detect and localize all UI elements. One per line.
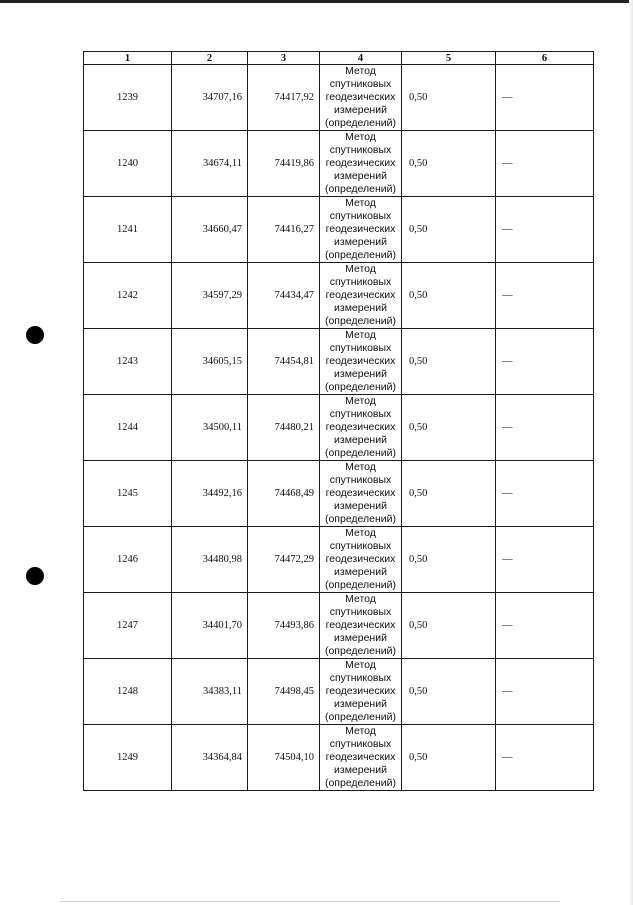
table-row bbox=[84, 527, 594, 593]
coord-x: 34480,98 bbox=[172, 527, 248, 593]
coord-y: 74468,49 bbox=[248, 461, 320, 527]
coord-y: 74504,10 bbox=[248, 725, 320, 791]
table-row bbox=[84, 659, 594, 725]
table-row bbox=[84, 263, 594, 329]
punch-hole-upper bbox=[26, 326, 44, 344]
coordinates-table bbox=[83, 51, 594, 791]
note-cell: — bbox=[496, 329, 594, 395]
coord-x: 34364,84 bbox=[172, 725, 248, 791]
accuracy-cell: 0,50 bbox=[402, 395, 496, 461]
coord-x: 34605,15 bbox=[172, 329, 248, 395]
table-row bbox=[84, 329, 594, 395]
note-cell: — bbox=[496, 593, 594, 659]
coord-x: 34500,11 bbox=[172, 395, 248, 461]
table-row bbox=[84, 395, 594, 461]
header-col-2: 2 bbox=[172, 52, 248, 65]
note-cell: — bbox=[496, 725, 594, 791]
point-number: 1247 bbox=[84, 593, 172, 659]
coord-y: 74417,92 bbox=[248, 65, 320, 131]
table-row bbox=[84, 593, 594, 659]
punch-hole-lower bbox=[26, 567, 44, 585]
method-cell: Метод спутниковых геодезических измерений (определений) bbox=[320, 659, 402, 725]
coord-x: 34597,29 bbox=[172, 263, 248, 329]
coord-y: 74493,86 bbox=[248, 593, 320, 659]
table-row bbox=[84, 131, 594, 197]
note-cell: — bbox=[496, 395, 594, 461]
method-cell: Метод спутниковых геодезических измерений (определений) bbox=[320, 65, 402, 131]
point-number: 1242 bbox=[84, 263, 172, 329]
method-cell: Метод спутниковых геодезических измерений (определений) bbox=[320, 593, 402, 659]
coord-y: 74419,86 bbox=[248, 131, 320, 197]
accuracy-cell: 0,50 bbox=[402, 197, 496, 263]
note-cell: — bbox=[496, 461, 594, 527]
page-bottom-edge bbox=[60, 901, 560, 902]
point-number: 1244 bbox=[84, 395, 172, 461]
accuracy-cell: 0,50 bbox=[402, 329, 496, 395]
method-cell: Метод спутниковых геодезических измерений (определений) bbox=[320, 461, 402, 527]
method-cell: Метод спутниковых геодезических измерений (определений) bbox=[320, 395, 402, 461]
point-number: 1246 bbox=[84, 527, 172, 593]
table-header-row bbox=[84, 52, 594, 65]
note-cell: — bbox=[496, 197, 594, 263]
method-cell: Метод спутниковых геодезических измерений (определений) bbox=[320, 527, 402, 593]
coord-y: 74472,29 bbox=[248, 527, 320, 593]
point-number: 1243 bbox=[84, 329, 172, 395]
coord-y: 74434,47 bbox=[248, 263, 320, 329]
accuracy-cell: 0,50 bbox=[402, 65, 496, 131]
note-cell: — bbox=[496, 65, 594, 131]
note-cell: — bbox=[496, 263, 594, 329]
accuracy-cell: 0,50 bbox=[402, 461, 496, 527]
header-col-6: 6 bbox=[496, 52, 594, 65]
page-top-edge bbox=[0, 0, 633, 3]
coord-x: 34401,70 bbox=[172, 593, 248, 659]
accuracy-cell: 0,50 bbox=[402, 593, 496, 659]
note-cell: — bbox=[496, 527, 594, 593]
point-number: 1240 bbox=[84, 131, 172, 197]
point-number: 1248 bbox=[84, 659, 172, 725]
table-row bbox=[84, 725, 594, 791]
point-number: 1239 bbox=[84, 65, 172, 131]
header-col-1: 1 bbox=[84, 52, 172, 65]
header-col-4: 4 bbox=[320, 52, 402, 65]
coord-y: 74416,27 bbox=[248, 197, 320, 263]
coord-y: 74454,81 bbox=[248, 329, 320, 395]
accuracy-cell: 0,50 bbox=[402, 725, 496, 791]
accuracy-cell: 0,50 bbox=[402, 131, 496, 197]
method-cell: Метод спутниковых геодезических измерений (определений) bbox=[320, 329, 402, 395]
accuracy-cell: 0,50 bbox=[402, 527, 496, 593]
coord-x: 34674,11 bbox=[172, 131, 248, 197]
coord-x: 34660,47 bbox=[172, 197, 248, 263]
table-row bbox=[84, 461, 594, 527]
point-number: 1241 bbox=[84, 197, 172, 263]
header-col-3: 3 bbox=[248, 52, 320, 65]
coord-y: 74480,21 bbox=[248, 395, 320, 461]
coord-y: 74498,45 bbox=[248, 659, 320, 725]
point-number: 1249 bbox=[84, 725, 172, 791]
coord-x: 34492,16 bbox=[172, 461, 248, 527]
note-cell: — bbox=[496, 131, 594, 197]
table-row bbox=[84, 65, 594, 131]
page-right-edge bbox=[629, 0, 633, 905]
header-col-5: 5 bbox=[402, 52, 496, 65]
point-number: 1245 bbox=[84, 461, 172, 527]
method-cell: Метод спутниковых геодезических измерений (определений) bbox=[320, 725, 402, 791]
accuracy-cell: 0,50 bbox=[402, 263, 496, 329]
method-cell: Метод спутниковых геодезических измерений (определений) bbox=[320, 263, 402, 329]
method-cell: Метод спутниковых геодезических измерений (определений) bbox=[320, 197, 402, 263]
table-row bbox=[84, 197, 594, 263]
accuracy-cell: 0,50 bbox=[402, 659, 496, 725]
coord-x: 34707,16 bbox=[172, 65, 248, 131]
coord-x: 34383,11 bbox=[172, 659, 248, 725]
method-cell: Метод спутниковых геодезических измерений (определений) bbox=[320, 131, 402, 197]
note-cell: — bbox=[496, 659, 594, 725]
